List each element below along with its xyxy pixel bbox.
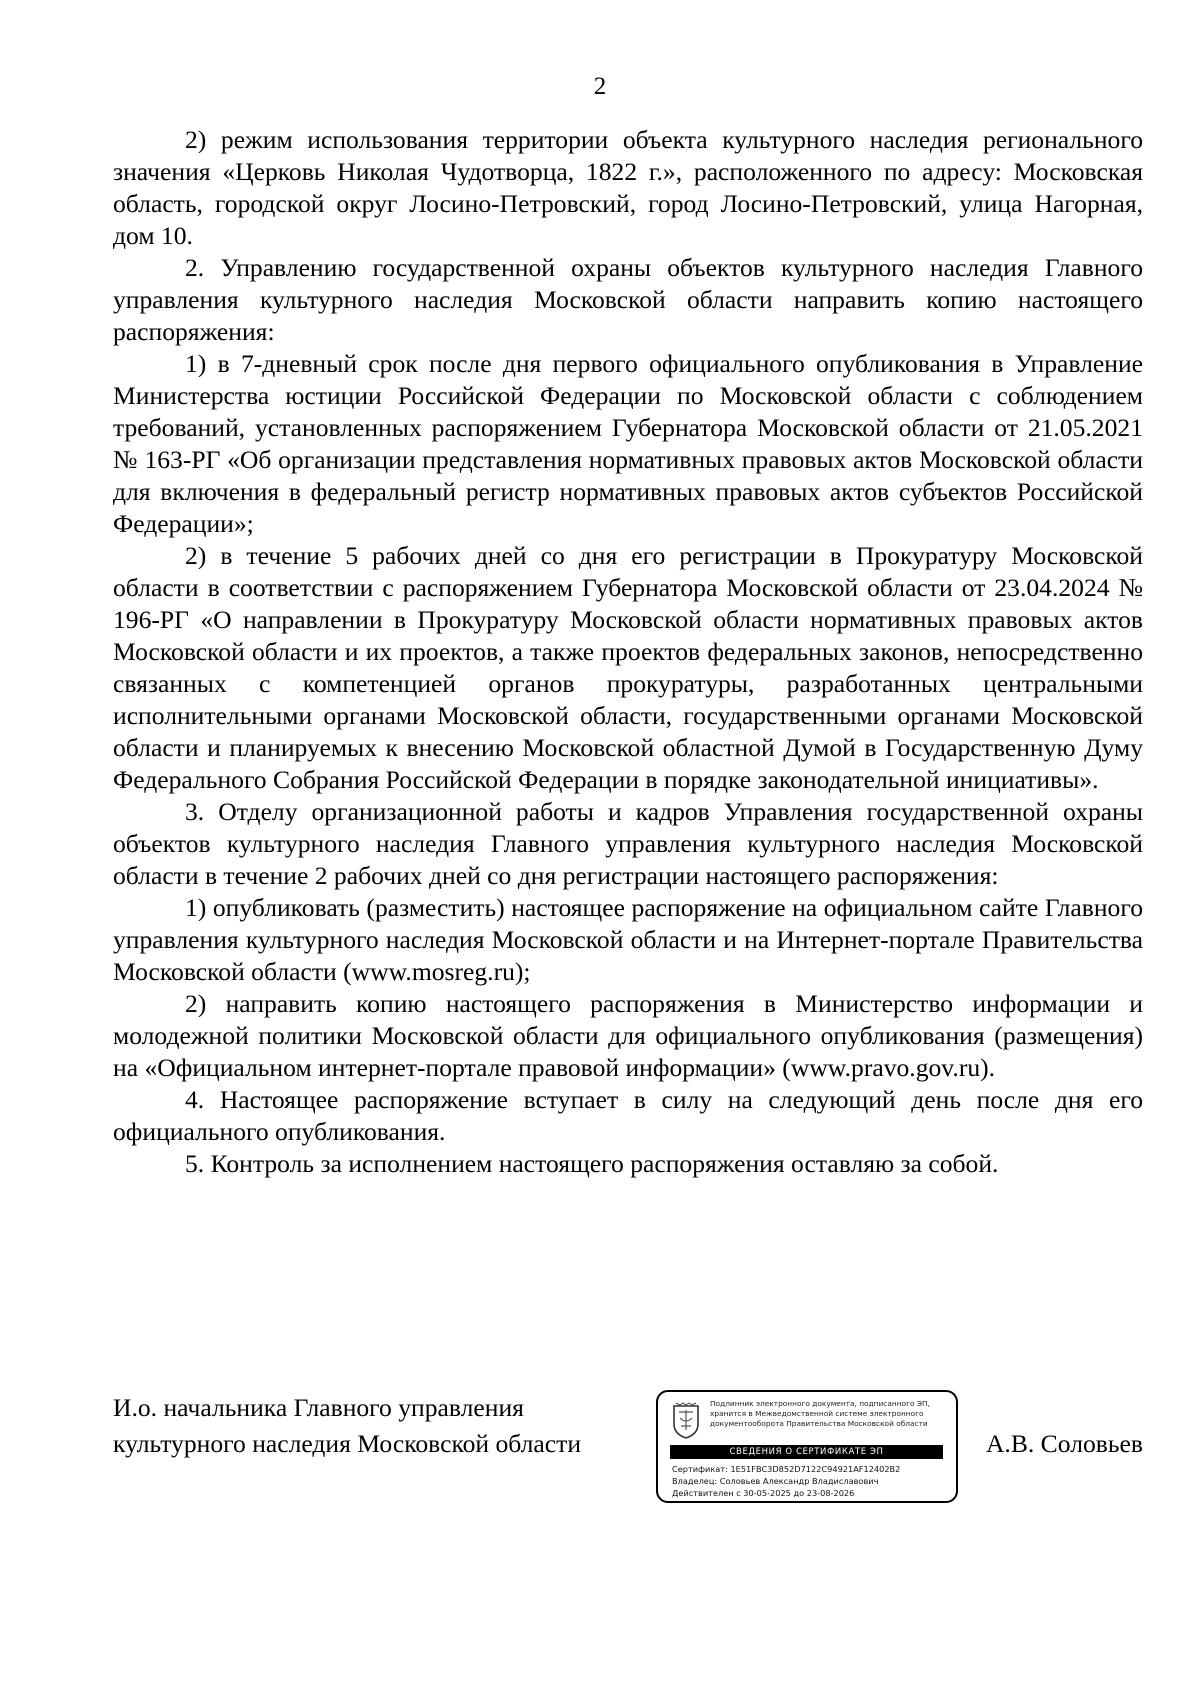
signatory-title-line: И.о. начальника Главного управления <box>113 1393 524 1422</box>
paragraph: 2) направить копию настоящего распоряжения в Министерство информации и молодежной политики Московской области для официального опубликования (размещения) на «Официальном интернет-портале правовой информации» (www.pravo.gov.ru). <box>113 989 1143 1082</box>
coat-of-arms-icon <box>670 1402 702 1440</box>
paragraph: 3. Отделу организационной работы и кадров Управления государственной охраны объектов культурного наследия Главного управления культурного наследия Московской области в течение 2 рабочих дней со дня регистрации настоящего распоряжения: <box>113 797 1143 890</box>
paragraph: 2) в течение 5 рабочих дней со дня его регистрации в Прокуратуру Московской области в соответствии с распоряжением Губернатора Московской области от 23.04.2024 № 196-РГ «О направлении в Прокуратуру Московской области нормативных правовых актов Московской области и их проектов, а также проектов федеральных законов, непосредственно связанных с компетенцией органов прокуратуры, разработанных центральными исполнительными органами Московской области, государственными органами Московской области и планируемых к внесению Московской областной Думой в Государственную Думу Федерального Собрания Российской Федерации в порядке законодательной инициативы». <box>113 541 1143 794</box>
certificate-owner: Владелец: Соловьев Александр Владиславович <box>672 1476 879 1486</box>
paragraph: 1) в 7-дневный срок после дня первого официального опубликования в Управление Министерства юстиции Российской Федерации по Московской области с соблюдением требований, установленных распоряжением Губернатора Московской области от 21.05.2021 № 163-РГ «Об организации представления нормативных правовых актов Московской области для включения в федеральный регистр нормативных правовых актов субъектов Российской Федерации»; <box>113 349 1143 538</box>
signature-block <box>113 1390 1143 1520</box>
paragraph: 4. Настоящее распоряжение вступает в силу на следующий день после дня его официального опубликования. <box>113 1085 1143 1146</box>
stamp-note: Подлинник электронного документа, подписанного ЭП, хранится в Межведомственной системе электронного документооборота Правительства Московской области <box>710 1399 930 1428</box>
paragraph: 2. Управлению государственной охраны объектов культурного наследия Главного управления культурного наследия Московской области направить копию настоящего распоряжения: <box>113 253 1143 346</box>
signatory-title-line: культурного наследия Московской области <box>113 1429 582 1458</box>
certificate-number: Сертификат: 1E51FBC3D852D7122C94921AF12402B2 <box>672 1464 901 1474</box>
document-body <box>113 124 1143 1180</box>
paragraph: 1) опубликовать (разместить) настоящее распоряжение на официальном сайте Главного управления культурного наследия Московской области и на Интернет-портале Правительства Московской области (www.mosreg.ru); <box>113 893 1143 986</box>
paragraph: 2) режим использования территории объекта культурного наследия регионального значения «Церковь Николая Чудотворца, 1822 г.», расположенного по адресу: Московская область, городской округ Лосино-Петровский, город Лосино-Петровский, улица Нагорная, дом 10. <box>113 125 1143 250</box>
signatory-title <box>113 1390 643 1462</box>
stamp-header: СВЕДЕНИЯ О СЕРТИФИКАТЕ ЭП <box>670 1445 943 1459</box>
signatory-name: А.В. Соловьев <box>985 1429 1143 1458</box>
certificate-validity: Действителен с 30-05-2025 до 23-08-2026 <box>672 1488 855 1498</box>
electronic-signature-stamp <box>656 1390 958 1503</box>
paragraph: 5. Контроль за исполнением настоящего распоряжения оставляю за собой. <box>185 1149 999 1178</box>
page-number: 2 <box>593 73 607 100</box>
